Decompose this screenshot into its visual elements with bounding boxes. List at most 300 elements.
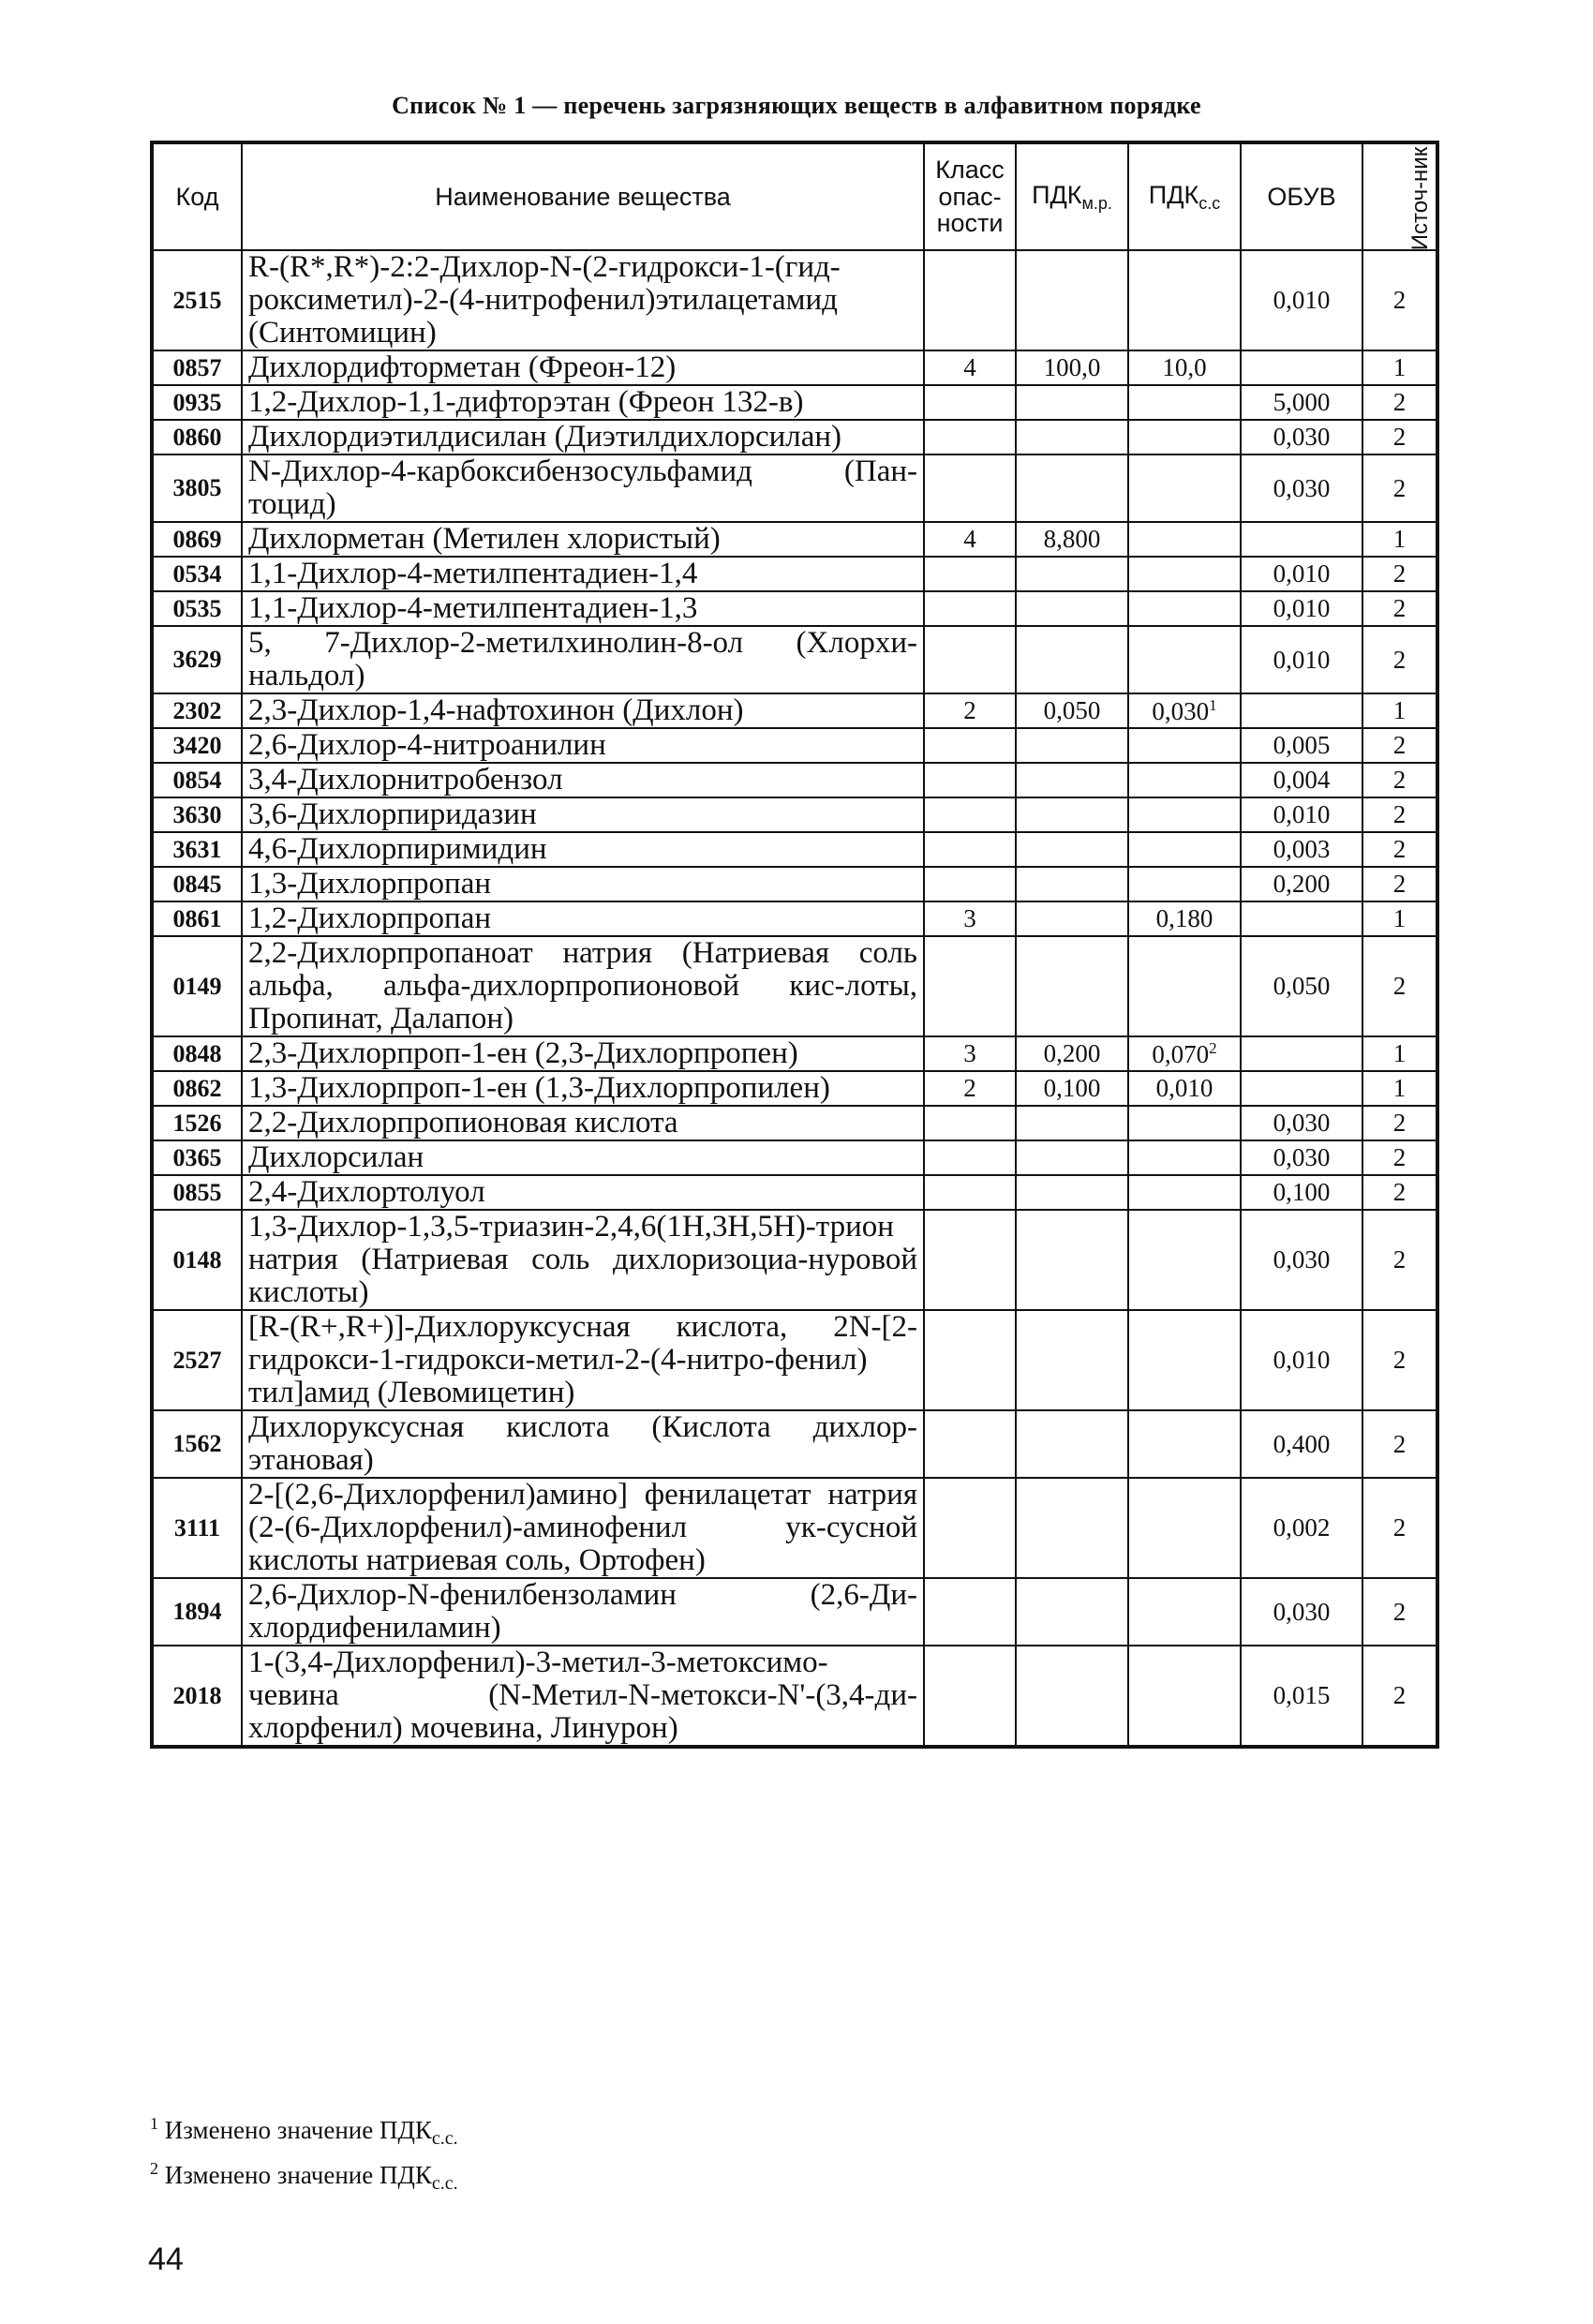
code-cell-value: 0845 bbox=[172, 870, 222, 898]
footnote-sub: с.с. bbox=[431, 2173, 458, 2194]
source-cell-value: 2 bbox=[1392, 423, 1407, 451]
code-cell bbox=[152, 350, 242, 385]
table-row bbox=[152, 626, 1437, 693]
name-cell bbox=[242, 420, 924, 454]
pdk-ss-cell bbox=[1128, 901, 1241, 936]
hazard-class-cell bbox=[924, 1410, 1016, 1478]
source-cell-value: 1 bbox=[1392, 904, 1407, 932]
code-cell bbox=[152, 557, 242, 591]
hazard-class-cell bbox=[924, 867, 1016, 901]
name-cell-value: 1,2-Дихлорпропан bbox=[248, 901, 492, 935]
name-cell-value: N-Дихлор-4-карбоксибензосульфамид (Пан-тоцид) bbox=[248, 454, 917, 521]
source-cell-value: 2 bbox=[1392, 1109, 1407, 1137]
code-cell bbox=[152, 1210, 242, 1310]
obuv-cell-value: 0,004 bbox=[1273, 766, 1331, 794]
table-row bbox=[152, 1578, 1437, 1646]
code-cell-value: 0149 bbox=[172, 972, 222, 1000]
pdk-ss-cell-value: 0,010 bbox=[1155, 1074, 1213, 1102]
pdk-ss-cell bbox=[1128, 1071, 1241, 1106]
pdk-mr-cell bbox=[1016, 420, 1128, 454]
pdk-mr-cell bbox=[1016, 1106, 1128, 1140]
table-row bbox=[152, 901, 1437, 936]
hazard-class-cell bbox=[924, 832, 1016, 867]
source-cell-value: 2 bbox=[1392, 286, 1407, 314]
obuv-cell-value: 0,030 bbox=[1273, 1245, 1331, 1274]
hazard-class-cell bbox=[924, 591, 1016, 626]
name-cell-value: 1,1-Дихлор-4-метилпентадиен-1,3 bbox=[248, 591, 698, 625]
table-row bbox=[152, 1310, 1437, 1410]
name-cell-value: Дихлоруксусная кислота (Кислота дихлор-этановая) bbox=[248, 1410, 917, 1477]
table-row bbox=[152, 250, 1437, 350]
code-cell bbox=[152, 1071, 242, 1106]
table-row bbox=[152, 385, 1437, 420]
hazard-class-cell-value: 2 bbox=[963, 1074, 976, 1102]
pdk-ss-cell bbox=[1128, 626, 1241, 693]
footnote-text: Изменено значение ПДК bbox=[164, 2116, 432, 2144]
code-cell bbox=[152, 1310, 242, 1410]
obuv-cell-value: 0,050 bbox=[1273, 972, 1331, 1000]
obuv-cell bbox=[1241, 693, 1362, 728]
source-cell bbox=[1362, 522, 1437, 557]
pdk-ss-cell bbox=[1128, 936, 1241, 1036]
obuv-cell-value: 0,030 bbox=[1273, 1109, 1331, 1137]
obuv-cell bbox=[1241, 797, 1362, 832]
code-cell-value: 0869 bbox=[172, 525, 222, 553]
source-cell bbox=[1362, 557, 1437, 591]
pdk-ss-cell bbox=[1128, 1175, 1241, 1210]
obuv-cell-value: 0,010 bbox=[1273, 645, 1331, 674]
code-cell bbox=[152, 901, 242, 936]
footnote-ref: 2 bbox=[1209, 1038, 1217, 1057]
hazard-class-cell bbox=[924, 1140, 1016, 1175]
source-cell bbox=[1362, 867, 1437, 901]
pdk-ss-cell bbox=[1128, 763, 1241, 797]
obuv-cell-value: 0,002 bbox=[1273, 1513, 1331, 1542]
source-cell bbox=[1362, 1310, 1437, 1410]
name-cell-value: 2,6-Дихлор-4-нитроанилин bbox=[248, 728, 606, 762]
source-cell-value: 1 bbox=[1392, 525, 1407, 553]
pdk-mr-cell-value: 0,050 bbox=[1043, 696, 1101, 724]
obuv-cell bbox=[1241, 1140, 1362, 1175]
code-cell bbox=[152, 522, 242, 557]
code-cell bbox=[152, 626, 242, 693]
pdk-ss-cell bbox=[1128, 693, 1241, 728]
source-cell bbox=[1362, 1175, 1437, 1210]
pdk-mr-cell bbox=[1016, 1175, 1128, 1210]
footnote-text: Изменено значение ПДК bbox=[164, 2161, 432, 2189]
pdk-mr-cell bbox=[1016, 728, 1128, 763]
obuv-cell bbox=[1241, 728, 1362, 763]
header-pdk-ss-main: ПДК bbox=[1148, 180, 1199, 209]
source-cell bbox=[1362, 763, 1437, 797]
pdk-ss-cell bbox=[1128, 420, 1241, 454]
source-cell-value: 2 bbox=[1392, 1178, 1407, 1206]
pdk-ss-cell bbox=[1128, 350, 1241, 385]
code-cell bbox=[152, 1140, 242, 1175]
name-cell-value: 1,1-Дихлор-4-метилпентадиен-1,4 bbox=[248, 557, 698, 590]
code-cell bbox=[152, 728, 242, 763]
obuv-cell-value: 0,030 bbox=[1273, 1143, 1331, 1171]
obuv-cell-value: 0,100 bbox=[1273, 1178, 1331, 1206]
obuv-cell-value: 0,005 bbox=[1273, 731, 1331, 759]
source-cell bbox=[1362, 693, 1437, 728]
pdk-mr-cell bbox=[1016, 1071, 1128, 1106]
source-cell bbox=[1362, 832, 1437, 867]
code-cell bbox=[152, 1106, 242, 1140]
table-row bbox=[152, 1140, 1437, 1175]
obuv-cell bbox=[1241, 522, 1362, 557]
code-cell bbox=[152, 1036, 242, 1071]
name-cell-value: 2,2-Дихлорпропионовая кислота bbox=[248, 1106, 678, 1140]
name-cell bbox=[242, 522, 924, 557]
hazard-class-cell bbox=[924, 420, 1016, 454]
name-cell-value: Дихлорсилан bbox=[248, 1140, 424, 1174]
name-cell bbox=[242, 385, 924, 420]
table-row bbox=[152, 1106, 1437, 1140]
source-cell bbox=[1362, 1646, 1437, 1747]
name-cell-value: 4,6-Дихлорпиримидин bbox=[248, 832, 547, 866]
obuv-cell bbox=[1241, 250, 1362, 350]
pdk-ss-cell bbox=[1128, 591, 1241, 626]
source-cell bbox=[1362, 1106, 1437, 1140]
header-obuv: ОБУВ bbox=[1241, 142, 1362, 250]
hazard-class-cell bbox=[924, 454, 1016, 522]
source-cell-value: 2 bbox=[1392, 731, 1407, 759]
pdk-mr-cell-value: 0,200 bbox=[1043, 1039, 1101, 1067]
obuv-cell-value: 0,010 bbox=[1273, 800, 1331, 828]
hazard-class-cell-value: 4 bbox=[963, 525, 976, 553]
page-number: 44 bbox=[148, 2242, 184, 2277]
name-cell bbox=[242, 1310, 924, 1410]
source-cell-value: 2 bbox=[1392, 1143, 1407, 1171]
substances-table bbox=[150, 141, 1439, 1749]
source-cell-value: 2 bbox=[1392, 870, 1407, 898]
obuv-cell bbox=[1241, 420, 1362, 454]
pdk-ss-cell bbox=[1128, 1106, 1241, 1140]
header-pdk-mr-main: ПДК bbox=[1032, 180, 1082, 209]
code-cell bbox=[152, 1410, 242, 1478]
header-hazard: Класс опас-ности bbox=[924, 142, 1016, 250]
code-cell bbox=[152, 1478, 242, 1578]
pdk-mr-cell bbox=[1016, 1478, 1128, 1578]
table-row bbox=[152, 1646, 1437, 1747]
pdk-mr-cell bbox=[1016, 626, 1128, 693]
pdk-ss-cell-value: 0,180 bbox=[1155, 904, 1213, 932]
hazard-class-cell-value: 2 bbox=[963, 696, 976, 724]
source-cell-value: 1 bbox=[1392, 1074, 1407, 1102]
table-row bbox=[152, 693, 1437, 728]
pdk-ss-cell bbox=[1128, 797, 1241, 832]
pdk-mr-cell bbox=[1016, 867, 1128, 901]
pdk-ss-cell bbox=[1128, 1140, 1241, 1175]
obuv-cell-value: 0,030 bbox=[1273, 423, 1331, 451]
code-cell-value: 3630 bbox=[172, 800, 222, 828]
obuv-cell bbox=[1241, 1106, 1362, 1140]
code-cell-value: 0148 bbox=[172, 1245, 222, 1274]
pdk-mr-cell bbox=[1016, 1140, 1128, 1175]
name-cell bbox=[242, 626, 924, 693]
obuv-cell bbox=[1241, 867, 1362, 901]
source-cell-value: 1 bbox=[1392, 353, 1407, 381]
source-cell-value: 2 bbox=[1392, 1245, 1407, 1274]
pdk-mr-cell bbox=[1016, 1036, 1128, 1071]
name-cell bbox=[242, 1410, 924, 1478]
hazard-class-cell bbox=[924, 693, 1016, 728]
table-row bbox=[152, 832, 1437, 867]
hazard-class-cell bbox=[924, 1478, 1016, 1578]
code-cell bbox=[152, 591, 242, 626]
source-cell bbox=[1362, 250, 1437, 350]
name-cell-value: 3,4-Дихлорнитробензол bbox=[248, 763, 563, 797]
name-cell-value: 2,4-Дихлортолуол bbox=[248, 1175, 485, 1209]
hazard-class-cell bbox=[924, 763, 1016, 797]
pdk-ss-cell bbox=[1128, 557, 1241, 591]
pdk-mr-cell bbox=[1016, 797, 1128, 832]
source-cell bbox=[1362, 728, 1437, 763]
code-cell-value: 0854 bbox=[172, 766, 222, 794]
table-row bbox=[152, 591, 1437, 626]
pdk-mr-cell bbox=[1016, 250, 1128, 350]
name-cell-value: 1-(3,4-Дихлорфенил)-3-метил-3-метоксимо-чевина (N-Метил-N-метокси-N'-(3,4-ди-хлорфенил) мочевина, Линурон) bbox=[248, 1646, 917, 1745]
source-cell-value: 2 bbox=[1392, 1346, 1407, 1374]
code-cell-value: 0535 bbox=[172, 594, 222, 622]
code-cell bbox=[152, 420, 242, 454]
pdk-mr-cell bbox=[1016, 591, 1128, 626]
header-source-label: Источ-ник bbox=[1407, 146, 1434, 251]
code-cell-value: 3111 bbox=[173, 1513, 221, 1542]
source-cell bbox=[1362, 591, 1437, 626]
pdk-mr-cell-value: 0,100 bbox=[1043, 1074, 1101, 1102]
page-title: Список № 1 — перечень загрязняющих веществ в алфавитном порядке bbox=[392, 92, 1201, 119]
name-cell bbox=[242, 1106, 924, 1140]
obuv-cell-value: 0,010 bbox=[1273, 1346, 1331, 1374]
source-cell bbox=[1362, 901, 1437, 936]
table-row bbox=[152, 1036, 1437, 1071]
pdk-ss-cell bbox=[1128, 1210, 1241, 1310]
source-cell-value: 2 bbox=[1392, 473, 1407, 502]
obuv-cell-value: 0,200 bbox=[1273, 870, 1331, 898]
source-cell bbox=[1362, 936, 1437, 1036]
code-cell-value: 3631 bbox=[172, 835, 222, 863]
name-cell-value: Дихлордиэтилдисилан (Диэтилдихлорсилан) bbox=[248, 420, 842, 454]
footnote-ref: 1 bbox=[1209, 695, 1217, 714]
name-cell bbox=[242, 1036, 924, 1071]
pdk-mr-cell bbox=[1016, 936, 1128, 1036]
footnote-sub: с.с. bbox=[431, 2128, 458, 2149]
source-cell bbox=[1362, 1578, 1437, 1646]
hazard-class-cell bbox=[924, 797, 1016, 832]
header-name: Наименование вещества bbox=[242, 142, 924, 250]
name-cell bbox=[242, 693, 924, 728]
code-cell-value: 3805 bbox=[172, 474, 222, 501]
code-cell-value: 2018 bbox=[172, 1681, 222, 1709]
pdk-ss-cell bbox=[1128, 1036, 1241, 1071]
table-row bbox=[152, 867, 1437, 901]
hazard-class-cell bbox=[924, 626, 1016, 693]
pdk-mr-cell bbox=[1016, 693, 1128, 728]
code-cell-value: 0861 bbox=[172, 904, 222, 932]
name-cell bbox=[242, 591, 924, 626]
obuv-cell bbox=[1241, 1175, 1362, 1210]
hazard-class-cell bbox=[924, 557, 1016, 591]
obuv-cell bbox=[1241, 763, 1362, 797]
name-cell bbox=[242, 867, 924, 901]
hazard-class-cell bbox=[924, 1310, 1016, 1410]
table-row bbox=[152, 454, 1437, 522]
name-cell bbox=[242, 901, 924, 936]
pdk-mr-cell bbox=[1016, 385, 1128, 420]
code-cell bbox=[152, 693, 242, 728]
name-cell-value: 5, 7-Дихлор-2-метилхинолин-8-ол (Хлорхи-нальдол) bbox=[248, 626, 917, 693]
table-row bbox=[152, 1410, 1437, 1478]
header-pdk-ss bbox=[1128, 142, 1241, 250]
pdk-mr-cell bbox=[1016, 522, 1128, 557]
pdk-mr-cell bbox=[1016, 1646, 1128, 1747]
hazard-class-cell bbox=[924, 1210, 1016, 1310]
name-cell-value: R-(R*,R*)-2:2-Дихлор-N-(2-гидрокси-1-(гид-роксиметил)-2-(4-нитрофенил)этилацетамид (Синтомицин) bbox=[248, 250, 841, 350]
table-row bbox=[152, 420, 1437, 454]
hazard-class-cell bbox=[924, 1106, 1016, 1140]
obuv-cell bbox=[1241, 1210, 1362, 1310]
pdk-mr-cell bbox=[1016, 1210, 1128, 1310]
footnotes bbox=[150, 2108, 458, 2198]
hazard-class-cell bbox=[924, 936, 1016, 1036]
pdk-ss-cell bbox=[1128, 522, 1241, 557]
source-cell-value: 1 bbox=[1392, 1039, 1407, 1067]
source-cell bbox=[1362, 1036, 1437, 1071]
obuv-cell bbox=[1241, 385, 1362, 420]
code-cell bbox=[152, 1646, 242, 1747]
hazard-class-cell bbox=[924, 1036, 1016, 1071]
name-cell bbox=[242, 832, 924, 867]
pdk-mr-cell bbox=[1016, 1410, 1128, 1478]
source-cell bbox=[1362, 350, 1437, 385]
obuv-cell bbox=[1241, 1036, 1362, 1071]
code-cell-value: 0857 bbox=[172, 353, 222, 381]
footnote-1 bbox=[150, 2108, 458, 2153]
pdk-mr-cell bbox=[1016, 763, 1128, 797]
code-cell bbox=[152, 1175, 242, 1210]
name-cell-value: Дихлордифторметан (Фреон-12) bbox=[248, 350, 677, 384]
source-cell bbox=[1362, 797, 1437, 832]
name-cell bbox=[242, 1071, 924, 1106]
source-cell-value: 2 bbox=[1392, 1681, 1407, 1709]
obuv-cell-value: 5,000 bbox=[1273, 388, 1331, 416]
code-cell-value: 1562 bbox=[172, 1430, 222, 1457]
source-cell-value: 2 bbox=[1392, 1513, 1407, 1542]
pdk-ss-cell bbox=[1128, 728, 1241, 763]
code-cell-value: 0534 bbox=[172, 559, 222, 588]
obuv-cell-value: 0,030 bbox=[1273, 1597, 1331, 1626]
name-cell bbox=[242, 763, 924, 797]
hazard-class-cell bbox=[924, 1578, 1016, 1646]
table-row bbox=[152, 728, 1437, 763]
table-row bbox=[152, 1071, 1437, 1106]
name-cell bbox=[242, 1478, 924, 1578]
hazard-class-cell bbox=[924, 350, 1016, 385]
name-cell-value: 1,3-Дихлорпропан bbox=[248, 867, 492, 901]
pdk-ss-cell bbox=[1128, 250, 1241, 350]
obuv-cell bbox=[1241, 626, 1362, 693]
hazard-class-cell-value: 4 bbox=[963, 353, 976, 381]
source-cell bbox=[1362, 454, 1437, 522]
pdk-mr-cell bbox=[1016, 1310, 1128, 1410]
code-cell bbox=[152, 797, 242, 832]
obuv-cell-value: 0,010 bbox=[1273, 594, 1331, 622]
hazard-class-cell bbox=[924, 250, 1016, 350]
code-cell-value: 0860 bbox=[172, 423, 222, 451]
table-row bbox=[152, 797, 1437, 832]
source-cell-value: 2 bbox=[1392, 766, 1407, 794]
source-cell-value: 2 bbox=[1392, 835, 1407, 863]
code-cell bbox=[152, 867, 242, 901]
source-cell-value: 2 bbox=[1392, 800, 1407, 828]
source-cell-value: 2 bbox=[1392, 972, 1407, 1000]
code-cell-value: 2527 bbox=[172, 1346, 222, 1374]
pdk-ss-cell bbox=[1128, 1310, 1241, 1410]
code-cell-value: 0365 bbox=[172, 1143, 222, 1171]
pdk-ss-cell-value: 0,030 bbox=[1152, 696, 1210, 725]
footnote-mark: 1 bbox=[150, 2114, 158, 2133]
name-cell bbox=[242, 1646, 924, 1747]
header-pdk-mr-sub: м.р. bbox=[1081, 193, 1112, 213]
name-cell bbox=[242, 1140, 924, 1175]
obuv-cell bbox=[1241, 936, 1362, 1036]
pdk-mr-cell bbox=[1016, 832, 1128, 867]
code-cell bbox=[152, 250, 242, 350]
hazard-class-cell bbox=[924, 728, 1016, 763]
pdk-mr-cell-value: 100,0 bbox=[1043, 353, 1101, 381]
hazard-class-cell bbox=[924, 1175, 1016, 1210]
source-cell bbox=[1362, 1210, 1437, 1310]
pdk-mr-cell bbox=[1016, 454, 1128, 522]
pdk-ss-cell bbox=[1128, 1478, 1241, 1578]
obuv-cell bbox=[1241, 901, 1362, 936]
obuv-cell bbox=[1241, 1410, 1362, 1478]
table-row bbox=[152, 522, 1437, 557]
obuv-cell bbox=[1241, 350, 1362, 385]
code-cell-value: 0862 bbox=[172, 1074, 222, 1102]
hazard-class-cell bbox=[924, 385, 1016, 420]
name-cell-value: 2,3-Дихлор-1,4-нафтохинон (Дихлон) bbox=[248, 693, 744, 727]
obuv-cell-value: 0,003 bbox=[1273, 835, 1331, 863]
source-cell bbox=[1362, 1478, 1437, 1578]
obuv-cell-value: 0,400 bbox=[1273, 1429, 1331, 1458]
code-cell-value: 2302 bbox=[172, 696, 222, 724]
name-cell bbox=[242, 250, 924, 350]
code-cell-value: 2515 bbox=[172, 286, 222, 314]
obuv-cell bbox=[1241, 1310, 1362, 1410]
source-cell-value: 2 bbox=[1392, 559, 1407, 588]
name-cell bbox=[242, 936, 924, 1036]
code-cell-value: 0855 bbox=[172, 1178, 222, 1206]
name-cell-value: 3,6-Дихлорпиридазин bbox=[248, 797, 537, 831]
table-row bbox=[152, 763, 1437, 797]
name-cell-value: 1,3-Дихлор-1,3,5-триазин-2,4,6(1Н,3Н,5Н)-трион натрия (Натриевая соль дихлоризоциа-нуровой кислоты) bbox=[248, 1210, 917, 1309]
table-row bbox=[152, 1175, 1437, 1210]
code-cell-value: 3629 bbox=[172, 646, 222, 673]
name-cell bbox=[242, 1578, 924, 1646]
code-cell bbox=[152, 385, 242, 420]
pdk-ss-cell bbox=[1128, 832, 1241, 867]
table-row bbox=[152, 557, 1437, 591]
pdk-ss-cell-value: 10,0 bbox=[1162, 353, 1207, 381]
pdk-ss-cell bbox=[1128, 1410, 1241, 1478]
source-cell bbox=[1362, 420, 1437, 454]
code-cell bbox=[152, 1578, 242, 1646]
name-cell-value: 1,2-Дихлор-1,1-дифторэтан (Фреон 132-в) bbox=[248, 385, 804, 419]
code-cell-value: 1526 bbox=[172, 1109, 222, 1137]
